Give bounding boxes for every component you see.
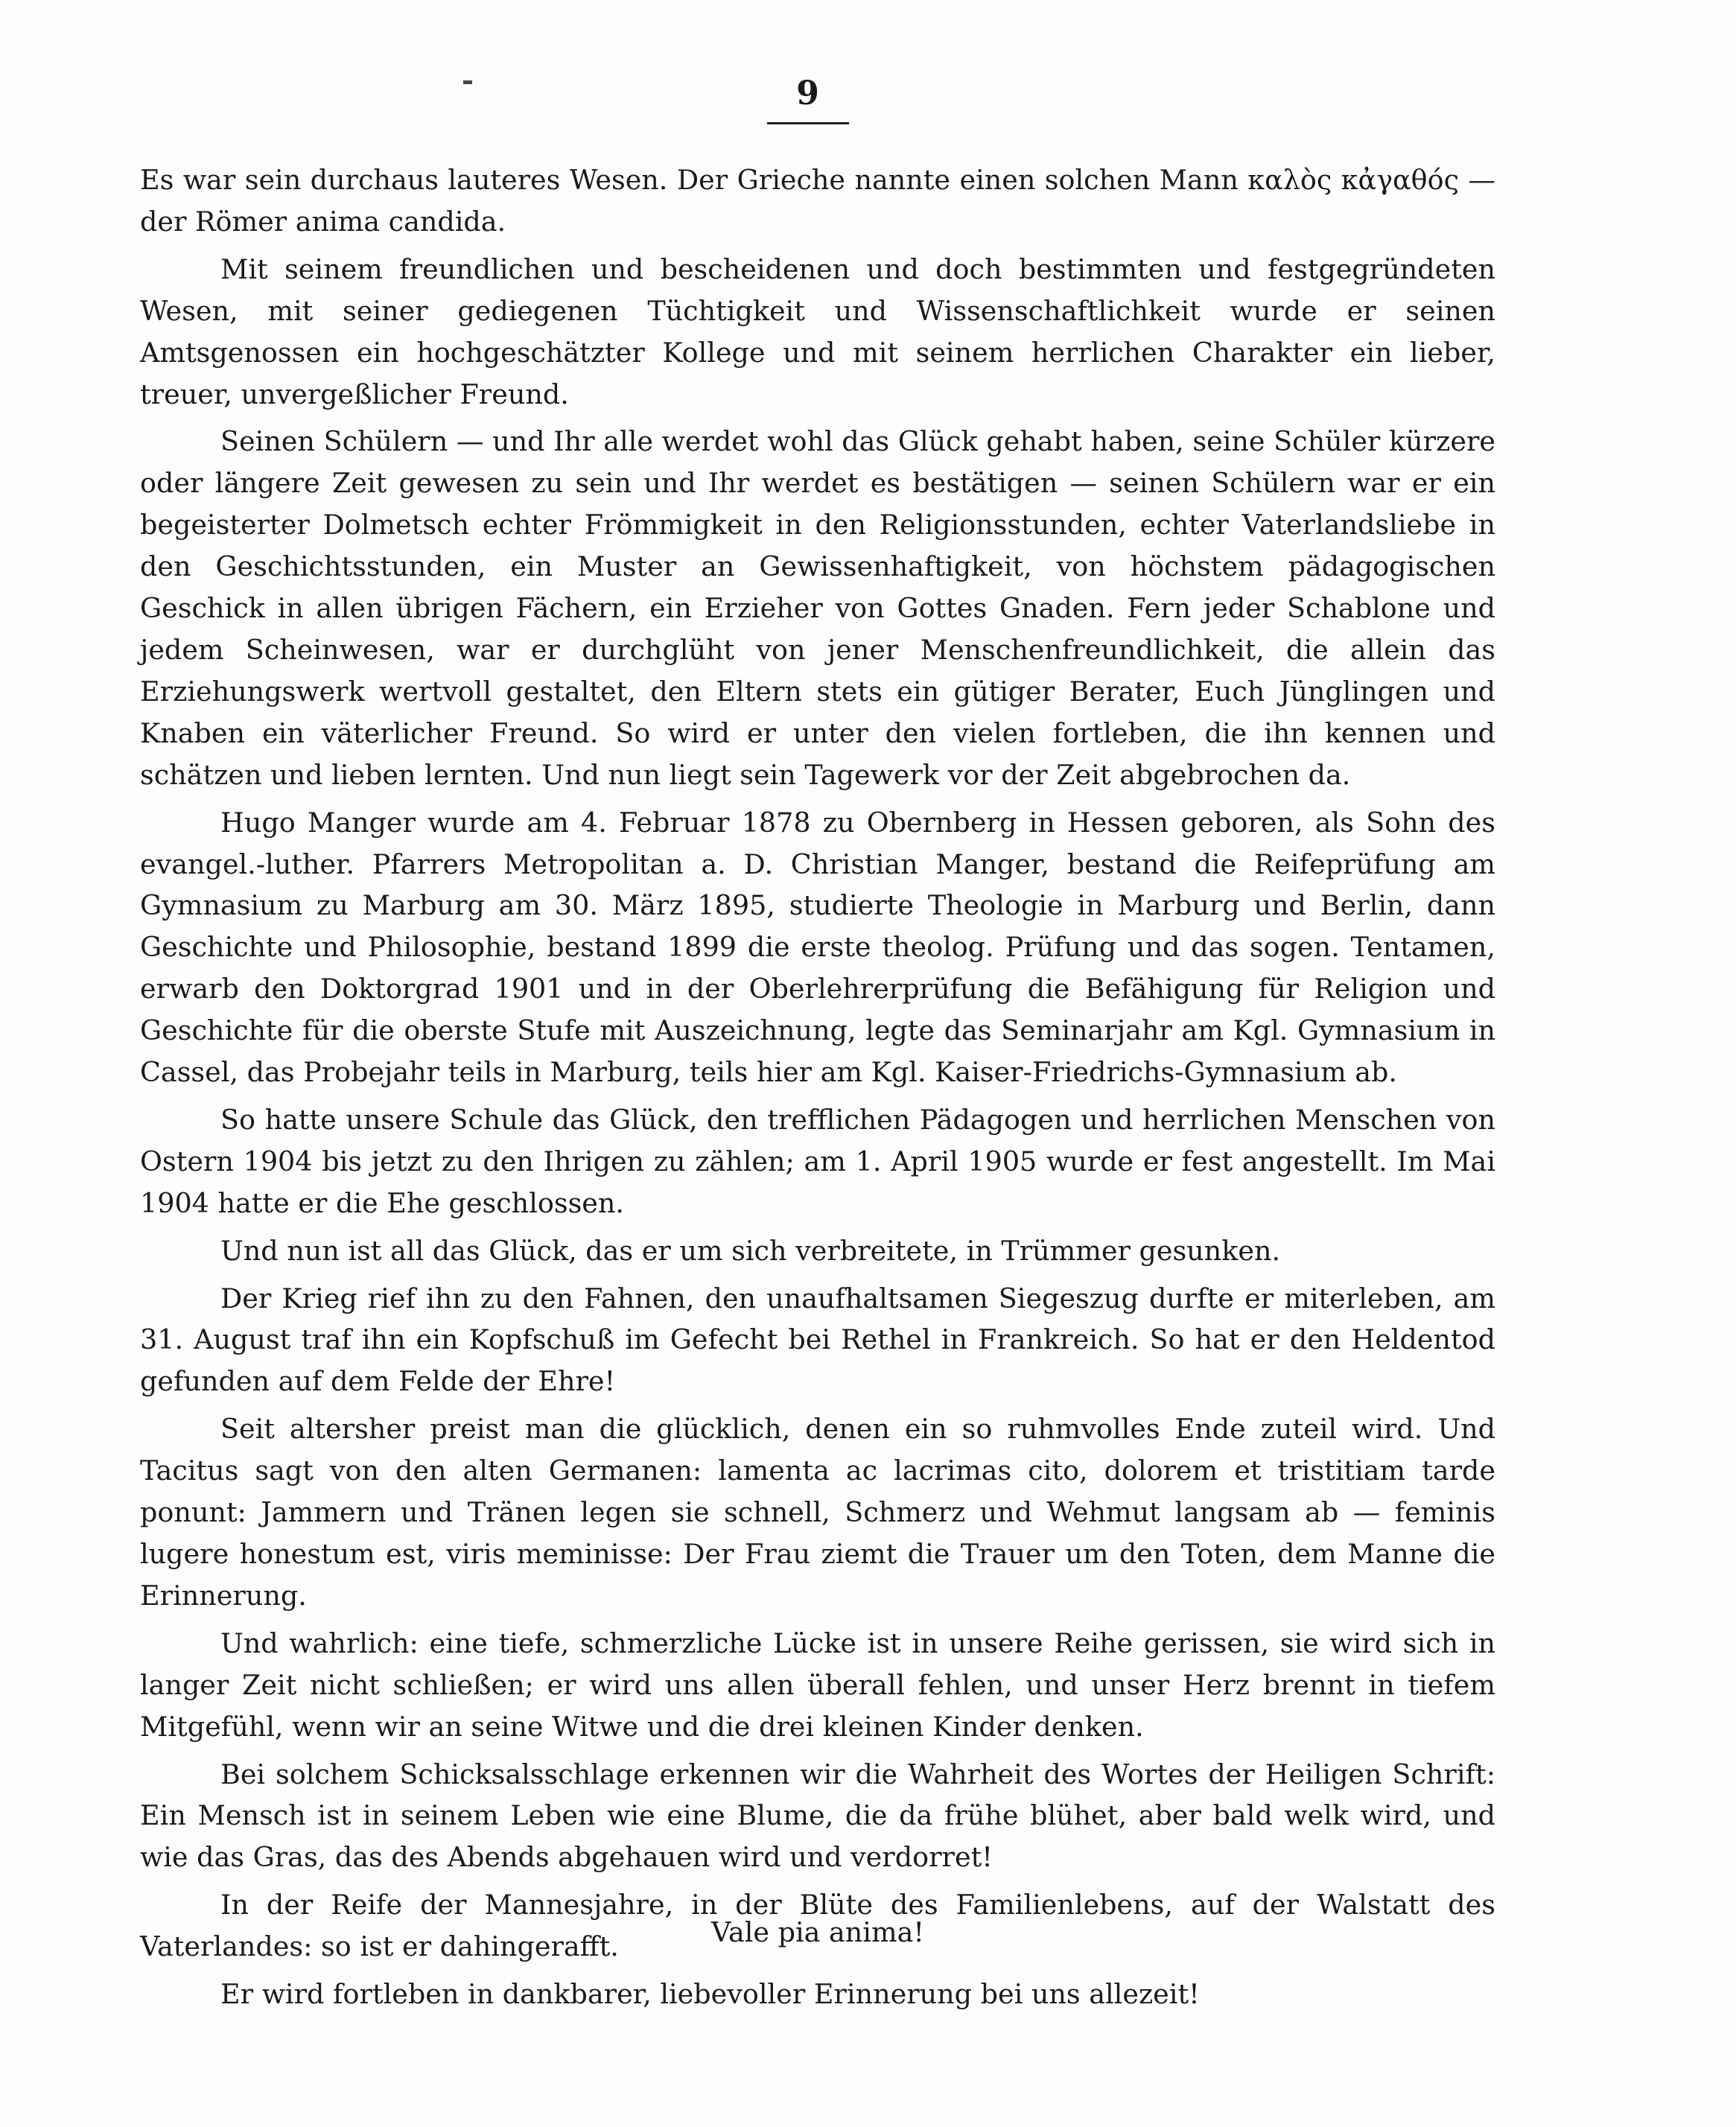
- margin-mark: [463, 80, 472, 84]
- paragraph-5: So hatte unsere Schule das Glück, den trefflichen Pädagogen und herrlichen Menschen von Ostern 1904 bis jetzt zu den Ihrigen zu zählen; am 1. April 1905 wurde er fest angestellt. Im Mai 1904 hatte er die Ehe geschlossen.: [140, 1103, 1495, 1219]
- paragraph-9: Und wahrlich: eine tiefe, schmerzliche Lücke ist in unsere Reihe gerissen, sie wird sich in langer Zeit nicht schließen; er wird uns allen überall fehlen, und unser Herz brennt in tiefem Mitgefühl, wenn wir an seine Witwe und die drei kleinen Kinder denken.: [140, 1627, 1495, 1743]
- paragraph-10: Bei solchem Schicksalsschlage erkennen wir die Wahrheit des Wortes der Heiligen Schrift: Ein Mensch ist in seinem Leben wie eine Blume, die da frühe blühet, aber bald welk wird, und wie das Gras, das des Abends abgehauen wird und verdorret!: [140, 1758, 1495, 1874]
- paragraph-1: Es war sein durchaus lauteres Wesen. Der Grieche nannte einen solchen Mann καλὸς κἀγαθός — der Römer anima candida.: [140, 164, 1495, 238]
- paragraph-2: Mit seinem freundlichen und bescheidenen und doch bestimmten und festgegründeten Wesen, mit seiner gediegenen Tüchtigkeit und Wissenschaftlichkeit wurde er seinen Amtsgenossen ein hochgeschätzter Kollege und mit seinem herrlichen Charakter ein lieber, treuer, unvergeßlicher Freund.: [140, 252, 1495, 410]
- paragraph-11: In der Reife der Mannesjahre, in der Blüte des Familienlebens, auf der Walstatt des Vaterlandes: so ist er dahingerafft.: [140, 1889, 1495, 1963]
- paragraph-6: Und nun ist all das Glück, das er um sich verbreitete, in Trümmer gesunken.: [220, 1234, 1281, 1267]
- body-text: [140, 159, 1495, 2015]
- paragraph-7: Der Krieg rief ihn zu den Fahnen, den unaufhaltsamen Siegeszug durfte er miterleben, am 31. August traf ihn ein Kopfschuß im Gefecht bei Rethel in Frankreich. So hat er den Heldentod gefunden auf dem Felde der Ehre!: [140, 1282, 1495, 1398]
- paragraph-3: Seinen Schülern — und Ihr alle werdet wohl das Glück gehabt haben, seine Schüler kürzere oder längere Zeit gewesen zu sein und Ihr werdet es bestätigen — seinen Schülern war er ein begeisterter Dolmetsch echter Frömmigkeit in den Religionsstunden, echter Vaterlandsliebe in den Geschichtsstunden, ein Muster an Gewissenhaftigkeit, von höchstem pädagogischen Geschick in allen übrigen Fächern, ein Erzieher von Gottes Gnaden. Fern jeder Schablone und jedem Scheinwesen, war er durchglüht von jener Menschenfreundlichkeit, die allein das Erziehungswerk wertvoll gestaltet, den Eltern stets ein gütiger Berater, Euch Jünglingen und Knaben ein väterlicher Freund. So wird er unter den vielen fortleben, die ihn kennen und schätzen und lieben lernten. Und nun liegt sein Tagewerk vor der Zeit abgebrochen da.: [140, 425, 1495, 791]
- closing-line: Vale pia anima!: [710, 1916, 925, 1948]
- page-number: 9: [796, 74, 820, 112]
- page-number-underline: [767, 122, 849, 124]
- paragraph-4: Hugo Manger wurde am 4. Februar 1878 zu Obernberg in Hessen geboren, als Sohn des evangel.-luther. Pfarrers Metropolitan a. D. Christian Manger, bestand die Reifeprüfung am Gymnasium zu Marburg am 30. März 1895, studierte Theologie in Marburg und Berlin, dann Geschichte und Philosophie, bestand 1899 die erste theolog. Prüfung und das sogen. Tentamen, erwarb den Doktorgrad 1901 und in der Oberlehrerprüfung die Befähigung für Religion und Geschichte für die oberste Stufe mit Auszeichnung, legte das Seminarjahr am Kgl. Gymnasium in Cassel, das Probejahr teils in Marburg, teils hier am Kgl. Kaiser-Friedrichs-Gymnasium ab.: [140, 806, 1495, 1089]
- paragraph-8: Seit altersher preist man die glücklich, denen ein so ruhmvolles Ende zuteil wird. Und Tacitus sagt von den alten Germanen: lamenta ac lacrimas cito, dolorem et tristitiam tarde ponunt: Jammern und Tränen legen sie schnell, Schmerz und Wehmut langsam ab — feminis lugere honestum est, viris meminisse: Der Frau ziemt die Trauer um den Toten, dem Manne die Erinnerung.: [140, 1413, 1495, 1612]
- paragraph-12: Er wird fortleben in dankbarer, liebevoller Erinnerung bei uns allezeit!: [220, 1978, 1200, 2011]
